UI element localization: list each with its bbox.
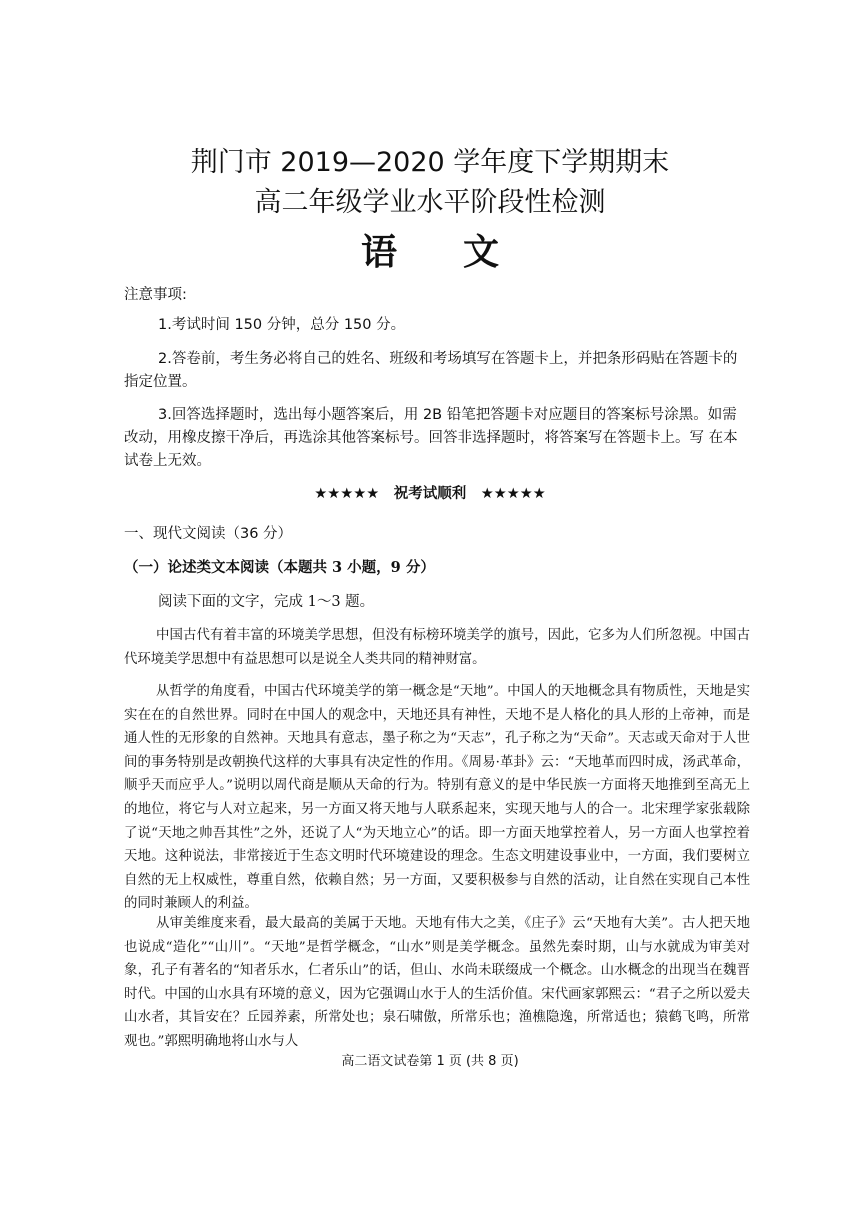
subject-title: 语文 (360, 231, 565, 273)
notice-rule-1: 1.考试时间 150 分钟，总分 150 分。 (158, 317, 406, 333)
notice-rule-3: 3.回答选择题时，选出每小题答案后，用 2B 铅笔把答题卡对应题目的答案标号涂黑。如需改动，用橡皮擦干净后，再选涂其他答案标号。回答非选择题时，将答案写在答题卡上。写 在本试卷上无效。 (124, 407, 738, 469)
subsection-heading: （一）论述类文本阅读（本题共 3 小题，9 分） (124, 559, 435, 576)
reading-instruction: 阅读下面的文字，完成 1～3 题。 (158, 594, 375, 610)
exam-title-line1: 荆门市 2019—2020 学年度下学期期末 (190, 147, 670, 178)
exam-title-line2: 高二年级学业水平阶段性检测 (254, 187, 606, 218)
good-luck-banner: ★★★★★ 祝考试顺利 ★★★★★ (314, 486, 546, 502)
notice-rule-2: 2.答卷前，考生务必将自己的姓名、班级和考场填写在答题卡上，并把条形码贴在答题卡的指定位置。 (124, 351, 738, 390)
article-paragraph-1: 中国古代有着丰富的环境美学思想，但没有标榜环境美学的旗号，因此，它多为人们所忽视。中国古代环境美学思想中有益思想可以是说全人类共同的精神财富。 (124, 628, 750, 667)
article-paragraph-3: 从审美维度来看，最大最高的美属于天地。天地有伟大之美，《庄子》云“天地有大美”。古人把天地也说成“造化”“山川”。“天地”是哲学概念，“山水”则是美学概念。虽然先秦时期，山与水就成为审美对象，孔子有著名的“知者乐水，仁者乐山”的话，但山、水尚未联缀成一个概念。山水概念的出现当在魏晋时代。中国的山水具有环境的意义，因为它强调山水于人的生活价值。宋代画家郭熙云：“君子之所以爱夫山水者，其旨安在？丘园养素，所常处也；泉石啸傲，所常乐也；渔樵隐逸，所常适也；猿鹤飞鸣，所常观也。”郭熙明确地将山水与人 (124, 916, 750, 1049)
page-footer: 高二语文试卷第 1 页 (共 8 页) (341, 1054, 519, 1069)
section-heading: 一、现代文阅读（36 分） (124, 526, 293, 542)
notice-heading: 注意事项: (124, 287, 187, 303)
article-paragraph-2: 从哲学的角度看，中国古代环境美学的第一概念是“天地”。中国人的天地概念具有物质性，天地是实实在在的自然世界。同时在中国人的观念中，天地还具有神性，天地不是人格化的具人形的上帝神，而是通人性的无形象的自然神。天地具有意志，墨子称之为“天志”，孔子称之为“天命”。天志或天命对于人世间的事务特别是改朝换代这样的大事具有决定性的作用。《周易·革卦》云：“天地革而四时成，汤武革命，顺乎天而应乎人。”说明以周代商是顺从天命的行为。特别有意义的是中华民族一方面将天地推到至高无上的地位，将它与人对立起来，另一方面又将天地与人联系起来，实现天地与人的合一。北宋理学家张载除了说“天地之帅吾其性”之外，还说了人“为天地立心”的话。即一方面天地掌控着人，另一方面人也掌控着天地。这种说法，非常接近于生态文明时代环境建设的理念。生态文明建设事业中，一方面，我们要树立自然的无上权威性，尊重自然，依赖自然；另一方面，又要积极参与自然的活动，让自然在实现自己本性的同时兼顾人的利益。 (124, 684, 750, 912)
